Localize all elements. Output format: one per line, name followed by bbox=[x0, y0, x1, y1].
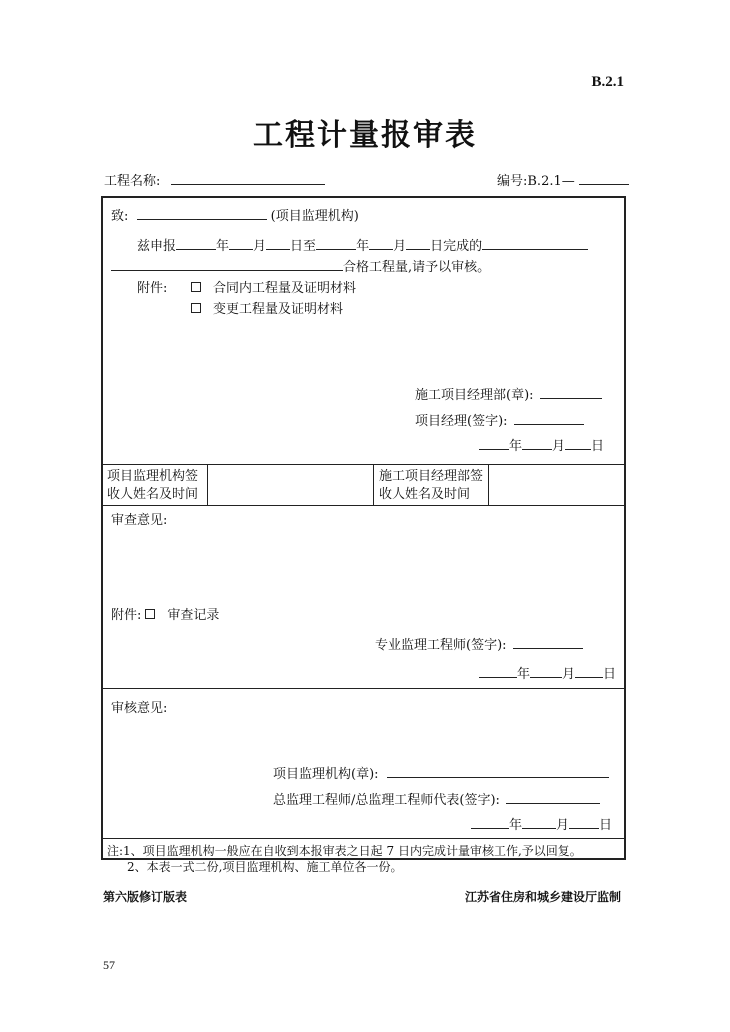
receipt-label-line: 项目监理机构签 bbox=[107, 469, 199, 484]
note-line-2: 2、本表一式二份,项目监理机构、施工单位各一份。 bbox=[127, 860, 403, 874]
to-row bbox=[111, 205, 359, 224]
review-attachment-label: 附件: bbox=[111, 608, 142, 623]
year-field[interactable] bbox=[479, 665, 517, 678]
divider bbox=[103, 688, 624, 689]
divider bbox=[373, 464, 374, 505]
attachment-item-label: 合同内工程量及证明材料 bbox=[213, 281, 357, 296]
attachment-item-2 bbox=[191, 298, 343, 317]
engineer-sign-field[interactable] bbox=[513, 636, 583, 649]
quantity-row bbox=[111, 256, 490, 275]
engineer-sign-row bbox=[375, 634, 583, 653]
checkbox[interactable] bbox=[191, 303, 201, 313]
form-table bbox=[101, 196, 626, 874]
completed-label: 日完成的 bbox=[430, 239, 483, 254]
divider bbox=[207, 464, 208, 505]
contractor-receipt-field[interactable] bbox=[490, 466, 624, 503]
work-field[interactable] bbox=[482, 237, 588, 250]
to-suffix: (项目监理机构) bbox=[270, 209, 359, 224]
month-label: 月 bbox=[552, 439, 566, 454]
pm-sign-field[interactable] bbox=[514, 412, 584, 425]
day-field[interactable] bbox=[575, 665, 603, 678]
pm-sign-row bbox=[415, 410, 584, 429]
year-field[interactable] bbox=[471, 816, 509, 829]
month-label: 月 bbox=[562, 667, 576, 682]
review-attachment-row bbox=[111, 604, 219, 623]
from-month-label: 月 bbox=[253, 239, 267, 254]
from-day-field[interactable] bbox=[266, 237, 290, 250]
pm-sign-label: 项目经理(签字): bbox=[415, 414, 508, 429]
project-name-label: 工程名称: bbox=[104, 174, 161, 189]
supervisor-org-row bbox=[273, 763, 609, 782]
form-code: B.2.1 bbox=[591, 74, 624, 90]
supervisor-org-field[interactable] bbox=[387, 765, 609, 778]
day-label: 日 bbox=[603, 667, 617, 682]
month-field[interactable] bbox=[530, 665, 562, 678]
supervisor-receipt-field[interactable] bbox=[209, 466, 371, 503]
day-label: 日 bbox=[599, 818, 613, 833]
month-field[interactable] bbox=[522, 816, 556, 829]
from-day-to-label: 日至 bbox=[290, 239, 317, 254]
attachment-item-1 bbox=[191, 277, 356, 296]
to-day-field[interactable] bbox=[406, 237, 430, 250]
chief-sign-label: 总监理工程师/总监理工程师代表(签字): bbox=[273, 793, 500, 808]
quantity-field[interactable] bbox=[111, 258, 343, 271]
to-year-label: 年 bbox=[356, 239, 370, 254]
contractor-seal-label: 施工项目经理部(章): bbox=[415, 388, 534, 403]
project-name-row bbox=[104, 170, 325, 189]
to-year-field[interactable] bbox=[316, 237, 356, 250]
section1-date bbox=[479, 435, 604, 454]
divider bbox=[488, 464, 489, 505]
from-month-field[interactable] bbox=[229, 237, 253, 250]
review-attachment-item: 审查记录 bbox=[167, 608, 220, 623]
year-label: 年 bbox=[509, 818, 523, 833]
divider bbox=[103, 464, 624, 465]
project-name-field[interactable] bbox=[171, 172, 325, 185]
declare-label: 兹申报 bbox=[137, 239, 177, 254]
to-month-label: 月 bbox=[393, 239, 407, 254]
approval-opinion-label: 审核意见: bbox=[111, 701, 168, 716]
number-label: 编号:B.2.1— bbox=[497, 174, 575, 189]
to-month-field[interactable] bbox=[369, 237, 393, 250]
section2-date bbox=[479, 663, 616, 682]
from-year-field[interactable] bbox=[176, 237, 216, 250]
from-year-label: 年 bbox=[216, 239, 230, 254]
year-field[interactable] bbox=[479, 437, 509, 450]
contractor-seal-row bbox=[415, 384, 602, 403]
supervisor-org-label: 项目监理机构(章): bbox=[273, 767, 379, 782]
receipt-label-line: 施工项目经理部签 bbox=[379, 469, 484, 484]
divider bbox=[103, 505, 624, 506]
year-label: 年 bbox=[517, 667, 531, 682]
supervisor-receipt-label bbox=[107, 468, 198, 504]
receipt-label-line: 收人姓名及时间 bbox=[107, 487, 199, 502]
chief-sign-row bbox=[273, 789, 600, 808]
day-field[interactable] bbox=[565, 437, 591, 450]
edition-label: 第六版修订版表 bbox=[103, 890, 188, 904]
year-label: 年 bbox=[509, 439, 523, 454]
day-label: 日 bbox=[591, 439, 605, 454]
review-opinion-label: 审查意见: bbox=[111, 513, 168, 528]
page-title: 工程计量报审表 bbox=[253, 118, 477, 153]
attachment-label: 附件: bbox=[137, 281, 168, 296]
month-label: 月 bbox=[556, 818, 570, 833]
chief-sign-field[interactable] bbox=[506, 791, 600, 804]
quantity-suffix: 合格工程量,请予以审核。 bbox=[343, 260, 491, 275]
checkbox[interactable] bbox=[191, 282, 201, 292]
checkbox[interactable] bbox=[145, 609, 155, 619]
number-row bbox=[497, 170, 629, 189]
to-label: 致: bbox=[111, 209, 129, 224]
page-number: 57 bbox=[103, 958, 115, 972]
contractor-seal-field[interactable] bbox=[540, 386, 602, 399]
contractor-receipt-label bbox=[379, 468, 483, 504]
issuer-label: 江苏省住房和城乡建设厅监制 bbox=[464, 890, 621, 904]
attachment-item-label: 变更工程量及证明材料 bbox=[213, 302, 344, 317]
divider bbox=[103, 838, 624, 839]
declare-row bbox=[137, 235, 588, 254]
engineer-sign-label: 专业监理工程师(签字): bbox=[375, 638, 507, 653]
day-field[interactable] bbox=[569, 816, 599, 829]
to-field[interactable] bbox=[137, 207, 267, 220]
number-field[interactable] bbox=[579, 172, 629, 185]
note-line-1: 注:1、项目监理机构一般应在自收到本报审表之日起 7 日内完成计量审核工作,予以回复。 bbox=[107, 844, 582, 858]
month-field[interactable] bbox=[522, 437, 552, 450]
section3-date bbox=[471, 814, 612, 833]
receipt-label-line: 收人姓名及时间 bbox=[379, 487, 471, 502]
